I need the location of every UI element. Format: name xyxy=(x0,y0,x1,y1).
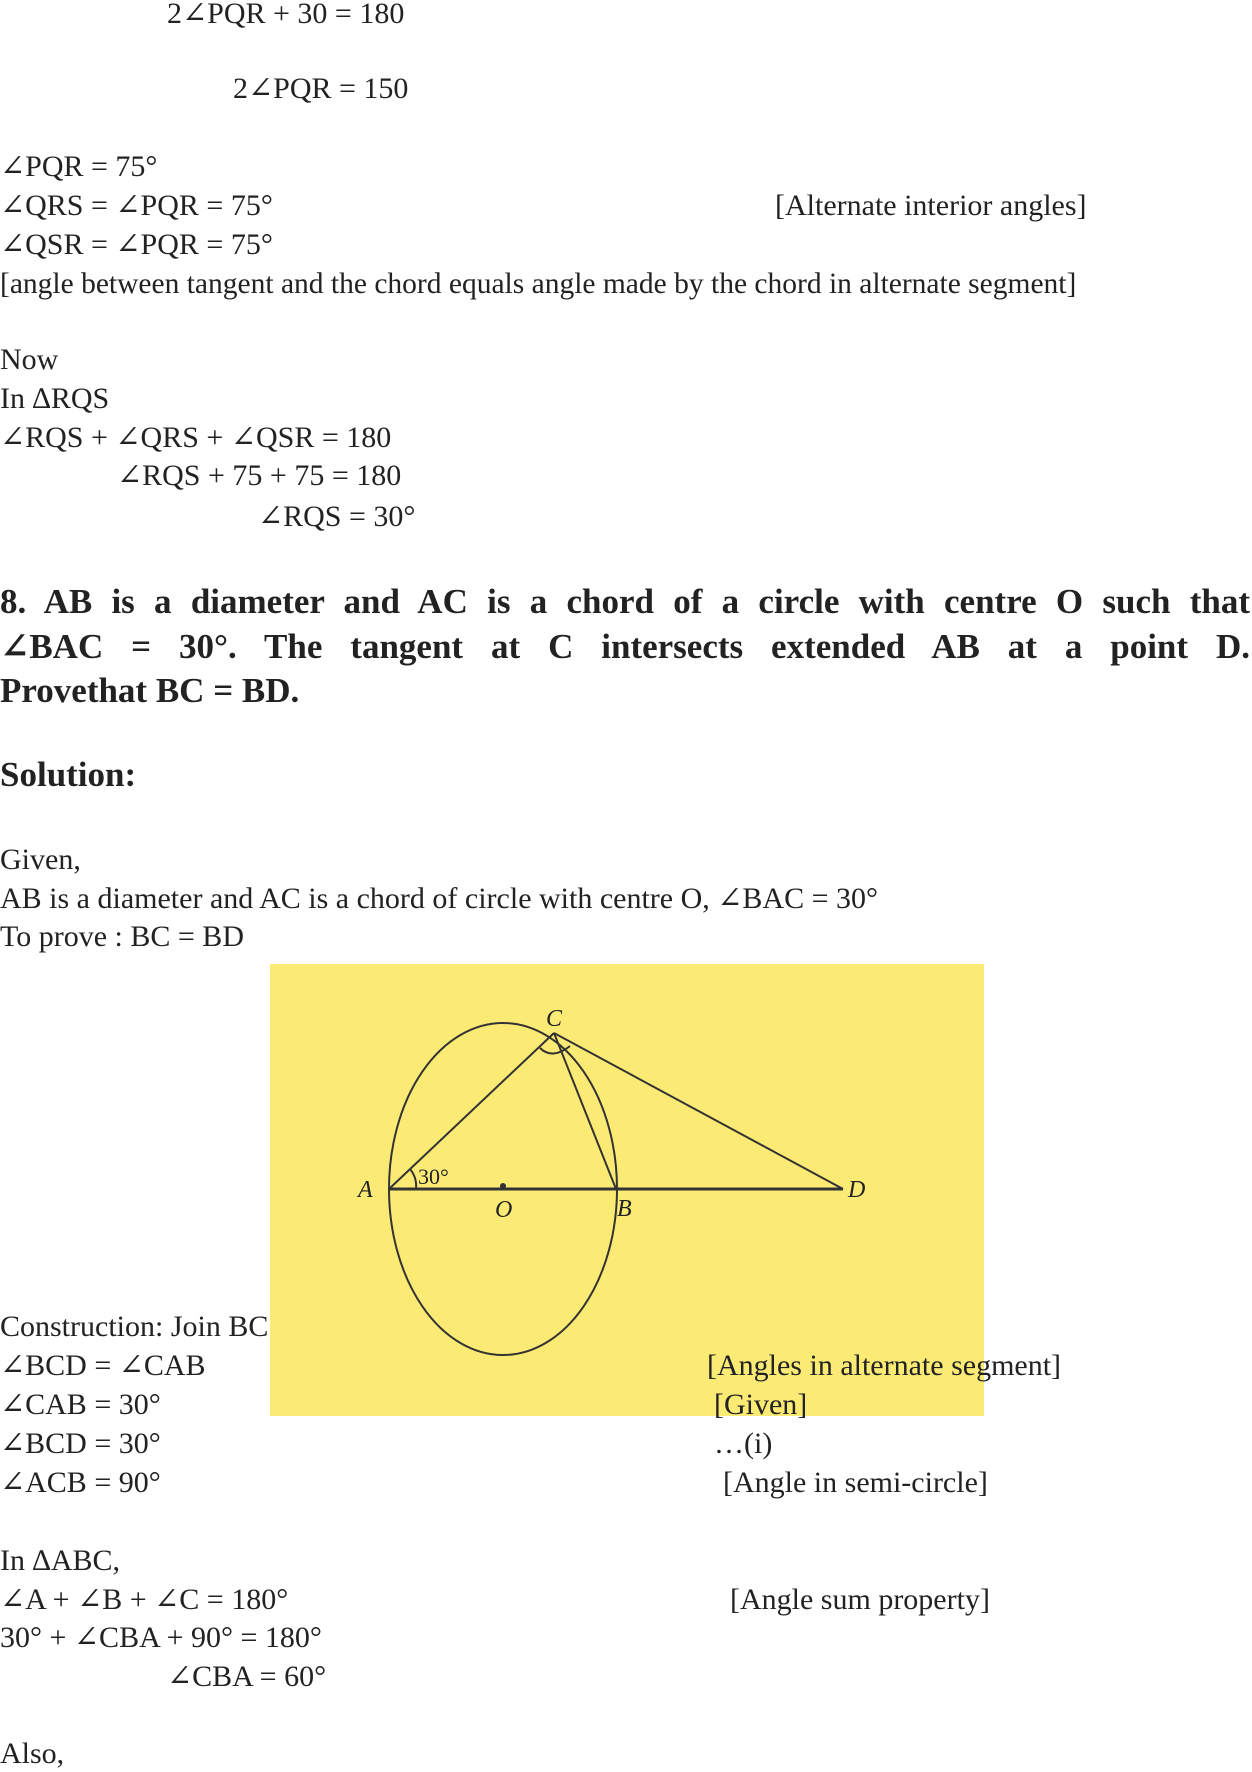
reason: …(i) xyxy=(714,1427,773,1460)
label-d: D xyxy=(848,1177,866,1203)
equation: ∠RQS + ∠QRS + ∠QSR = 180 xyxy=(0,421,392,454)
reason: [angle between tangent and the chord equals angle made by the chord in alternate segment] xyxy=(0,268,1077,300)
reason: [Alternate interior angles] xyxy=(775,189,1087,222)
tangent-cd xyxy=(554,1033,843,1189)
step: In ∆ABC, xyxy=(0,1544,121,1577)
label-o: O xyxy=(495,1197,513,1223)
reason: [Angle in semi-circle] xyxy=(723,1466,988,1499)
chord-bc xyxy=(554,1033,616,1189)
question-line: Provethat BC = BD. xyxy=(0,671,300,710)
text: AB is a diameter and AC is a chord of circle with centre O, ∠BAC = 30° xyxy=(0,882,879,915)
step: Construction: Join BC xyxy=(0,1310,269,1343)
text: To prove : BC = BD xyxy=(0,920,244,953)
equation: 2∠PQR = 150 xyxy=(233,72,409,105)
equation: ∠QSR = ∠PQR = 75° xyxy=(0,228,273,261)
step: ∠CAB = 30° xyxy=(0,1388,161,1421)
equation: ∠RQS = 30° xyxy=(258,500,416,533)
label-b: B xyxy=(617,1196,632,1222)
reason: [Angle sum property] xyxy=(730,1583,990,1616)
angle-arc-c xyxy=(540,1046,570,1054)
text: Now xyxy=(0,343,59,376)
step: ∠BCD = ∠CAB xyxy=(0,1349,206,1382)
angle-arc-a xyxy=(410,1169,416,1189)
chord-ac xyxy=(389,1033,554,1189)
step: ∠A + ∠B + ∠C = 180° xyxy=(0,1583,289,1616)
center-dot xyxy=(500,1183,506,1189)
equation: ∠QRS = ∠PQR = 75° xyxy=(0,189,273,222)
step: ∠CBA = 60° xyxy=(167,1660,327,1693)
label-a: A xyxy=(358,1177,373,1203)
equation: 2∠PQR + 30 = 180 xyxy=(167,0,405,30)
step: ∠ACB = 90° xyxy=(0,1466,161,1499)
step: ∠BCD = 30° xyxy=(0,1427,161,1460)
question-line: 8. AB is a diameter and AC is a chord of a circle with centre O such that xyxy=(0,582,1250,621)
angle-label: 30° xyxy=(418,1164,449,1189)
step: Also, xyxy=(0,1737,65,1770)
reason: [Angles in alternate segment] xyxy=(707,1349,1062,1382)
equation: ∠PQR = 75° xyxy=(0,150,158,183)
reason: [Given] xyxy=(714,1388,808,1421)
label-c: C xyxy=(546,1006,563,1032)
equation: ∠RQS + 75 + 75 = 180 xyxy=(117,459,402,492)
question-line: ∠BAC = 30°. The tangent at C intersects extended AB at a point D. xyxy=(0,627,1250,666)
text: Given, xyxy=(0,843,81,876)
step: 30° + ∠CBA + 90° = 180° xyxy=(0,1621,322,1654)
text: In ∆RQS xyxy=(0,382,110,415)
solution-heading: Solution: xyxy=(0,755,137,794)
